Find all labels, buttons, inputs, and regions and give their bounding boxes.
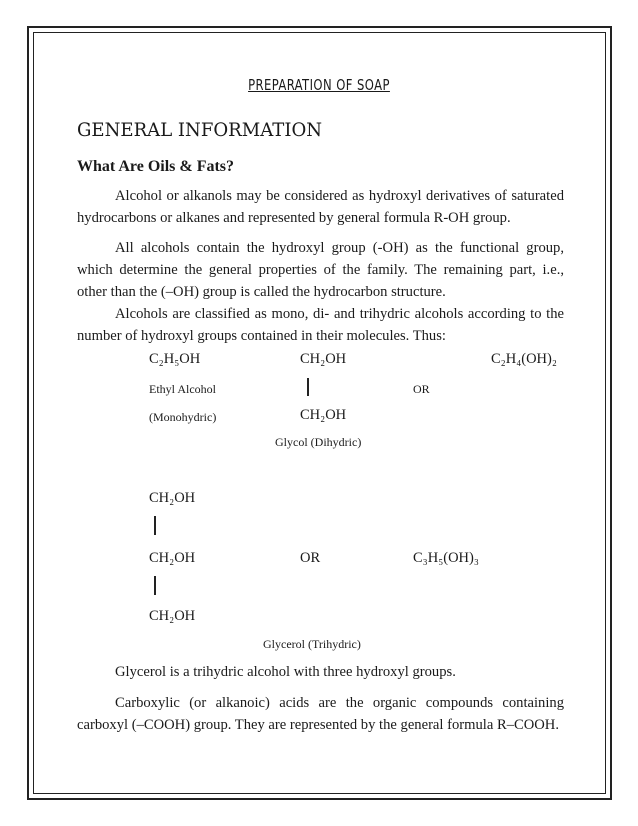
ethyl-alcohol-name: Ethyl Alcohol	[149, 382, 216, 396]
paragraph-glycerol: Glycerol is a trihydric alcohol with three hydroxyl groups.	[115, 664, 456, 680]
or-label-1: OR	[413, 382, 430, 396]
document-title: PREPARATION OF SOAP	[248, 76, 390, 94]
glycerol-bond-line-2	[154, 576, 156, 595]
or-label-2: OR	[300, 550, 321, 566]
paragraph-classification: Alcohols are classified as mono, di- and trihydric alcohols according to the number of hydroxyl groups contained in their molecules. Thus:	[77, 306, 564, 344]
monohydric-label: (Monohydric)	[149, 410, 217, 424]
glycerol-bond-line-1	[154, 516, 156, 535]
glycol-formula-top: CH₂OH	[300, 351, 347, 367]
paragraph-alcohol-definition: Alcohol or alkanols may be considered as hydroxyl derivatives of saturated hydrocarbons or alkanes and represented by general formula R-OH group.	[77, 188, 564, 226]
subsection-heading: What Are Oils & Fats?	[77, 158, 235, 175]
glycerol-formula-3: CH₂OH	[149, 608, 196, 624]
glycol-formula-bottom: CH₂OH	[300, 407, 347, 423]
glycol-label: Glycol (Dihydric)	[275, 435, 362, 449]
ethyl-alcohol-formula: C₂H₅OH	[149, 351, 201, 367]
glycol-condensed-formula: C₂H₄(OH)₂	[491, 351, 557, 367]
glycerol-formula-2: CH₂OH	[149, 550, 196, 566]
paragraph-carboxylic-acids: Carboxylic (or alkanoic) acids are the organic compounds containing carboxyl (–COOH) group. They are represented by the general formula R–COOH.	[77, 695, 564, 733]
glycerol-label: Glycerol (Trihydric)	[263, 637, 361, 651]
paragraph-hydroxyl-group: All alcohols contain the hydroxyl group (-OH) as the functional group, which determine the general properties of the family. The remaining part, i.e., other than the (–OH) group is called the hydrocarbon structure.	[77, 240, 564, 300]
section-heading: GENERAL INFORMATION	[77, 119, 323, 141]
glycol-bond-line	[307, 378, 309, 396]
glycerol-formula-1: CH₂OH	[149, 490, 196, 506]
glycerol-condensed-formula: C₃H₅(OH)₃	[413, 550, 479, 566]
